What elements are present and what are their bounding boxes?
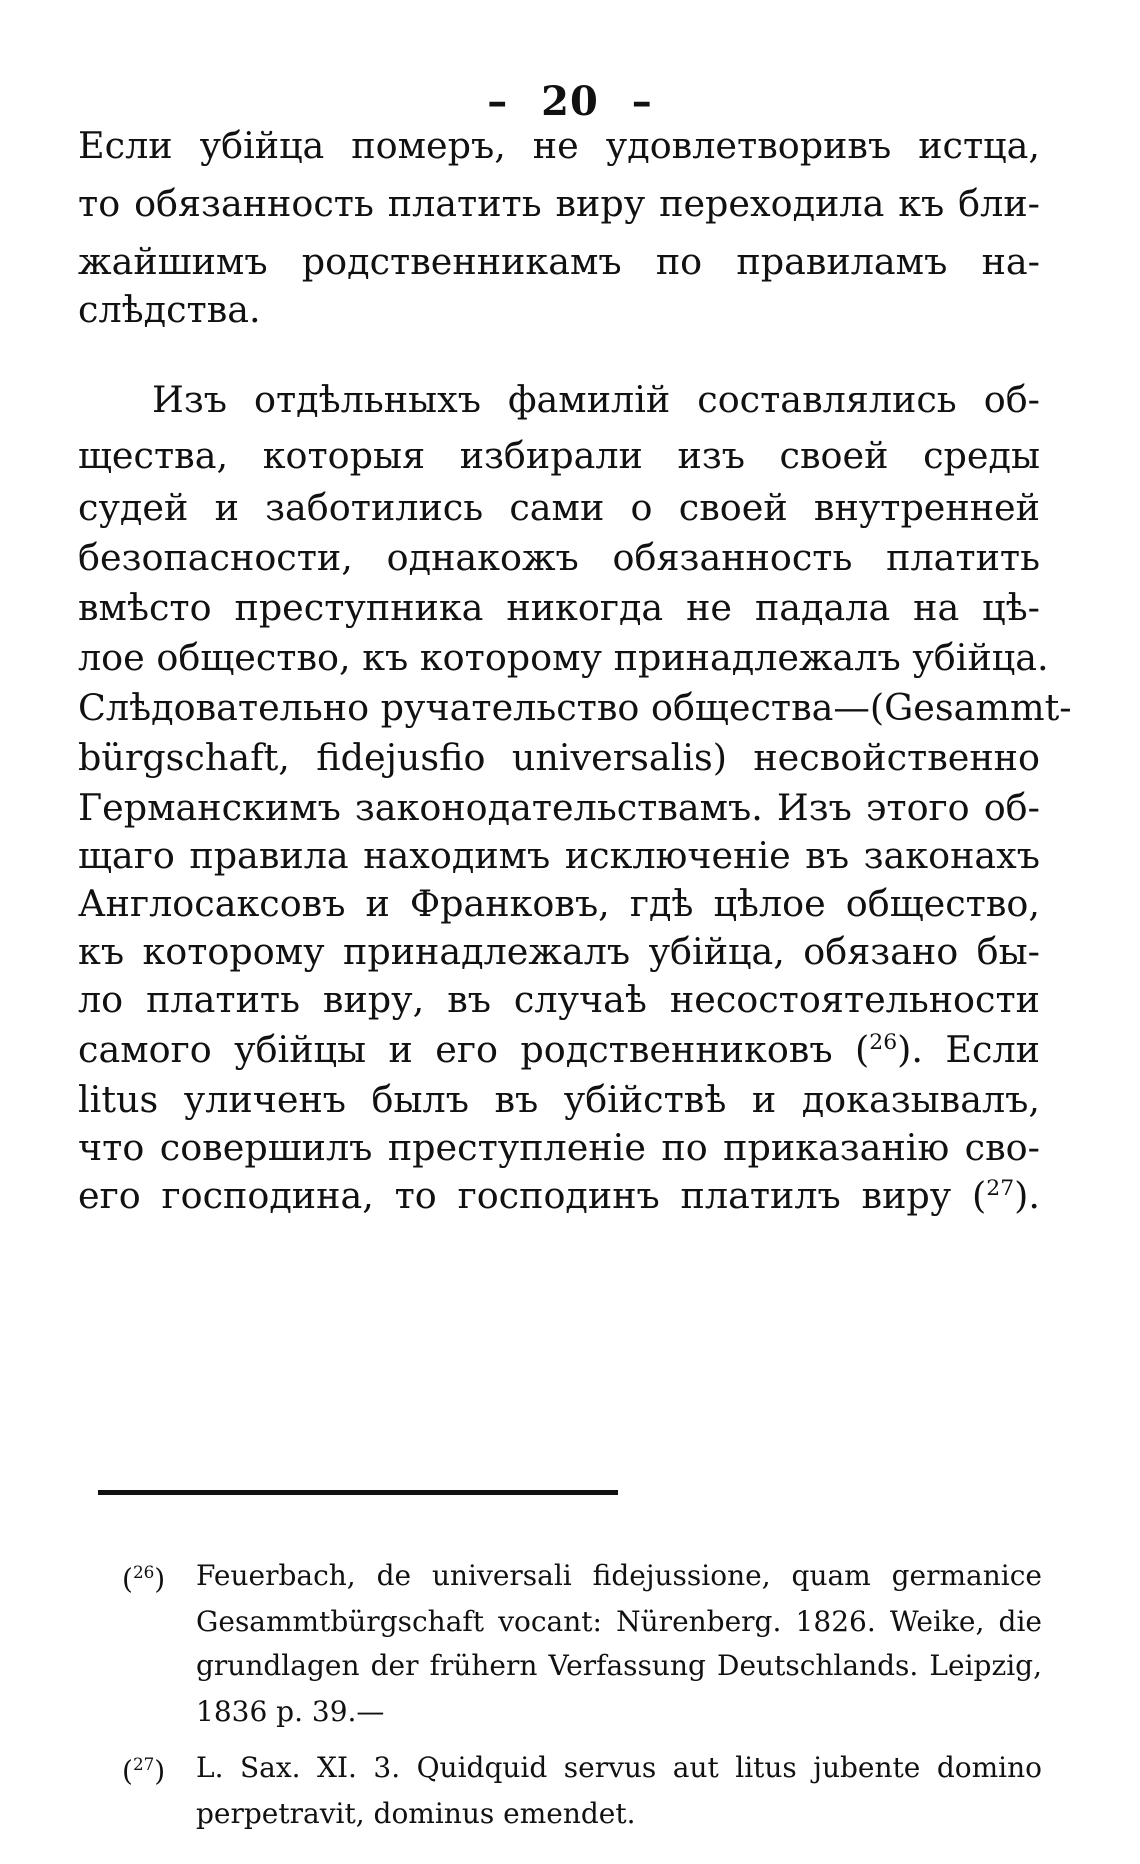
footnote-marker — [122, 1562, 165, 1595]
header-dash-right: – — [631, 78, 653, 125]
page-header — [0, 78, 1140, 125]
line-text: ). Если — [897, 1028, 1041, 1072]
page-number: 20 — [541, 78, 599, 125]
footnote-ref-26[interactable]: 26 — [869, 1030, 898, 1055]
text-line: жайшимъ родственникамъ по правиламъ на- — [78, 240, 1040, 283]
text-line: litus уличенъ былъ въ убійствѣ и доказывалъ, — [78, 1078, 1040, 1121]
footnote-line: grundlagen der frühern Verfassung Deutschlands. Leipzig, — [196, 1649, 1042, 1682]
text-line: безопасности, однакожъ обязанность платить — [78, 536, 1040, 579]
text-line: что совершилъ преступленіе по приказанію сво- — [78, 1126, 1040, 1169]
footnote-paren: ( — [122, 1562, 133, 1596]
text-line: Слѣдовательно ручательство общества—(Gesammt- — [78, 686, 1072, 729]
footnote-line: L. Sax. XI. 3. Quidquid servus aut litus jubente domino — [196, 1751, 1042, 1784]
footnote-number: 27 — [132, 1754, 155, 1774]
footnote-paren: ) — [154, 1754, 166, 1788]
footnote-paren: ) — [154, 1562, 166, 1596]
text-line: щества, которыя избирали изъ своей среды — [78, 434, 1040, 477]
text-line: то обязанность платить виру переходила къ бли- — [78, 182, 1040, 225]
text-line: bürgschaft, fidejusfio universalis) несвойственно — [78, 736, 1040, 779]
text-line: Германскимъ законодательствамъ. Изъ этого об- — [78, 786, 1040, 829]
text-line: щаго правила находимъ исключеніе въ законахъ — [78, 834, 1040, 877]
text-line: Изъ отдѣльныхъ фамилій составлялись об- — [152, 378, 1040, 421]
line-text: его господина, то господинъ платилъ виру ( — [78, 1174, 987, 1218]
text-line — [78, 1028, 1041, 1072]
text-line: Если убійца померъ, не удовлетворивъ истца, — [78, 124, 1040, 167]
footnote-ref-27[interactable]: 27 — [986, 1176, 1015, 1201]
footnote-line: Gesammtbürgschaft vocant: Nürenberg. 1826. Weike, die — [196, 1605, 1042, 1638]
text-line: слѣдства. — [78, 288, 261, 331]
text-line: ло платить виру, въ случаѣ несостоятельности — [78, 978, 1040, 1021]
footnote-paren: ( — [122, 1754, 133, 1788]
footnote-marker — [122, 1754, 165, 1787]
text-line: лое общество, къ которому принадлежалъ убійца. — [78, 636, 1049, 679]
text-line: къ которому принадлежалъ убійца, обязано бы- — [78, 930, 1040, 973]
line-text: самого убійцы и его родственниковъ ( — [78, 1028, 870, 1072]
text-line: Англосаксовъ и Франковъ, гдѣ цѣлое общество, — [78, 882, 1040, 925]
text-line — [78, 1174, 1040, 1218]
footnote-line: 1836 p. 39.— — [196, 1695, 385, 1728]
line-text: ). — [1014, 1174, 1040, 1218]
header-dash-left: – — [487, 78, 509, 125]
text-line: вмѣсто преступника никогда не падала на цѣ- — [78, 586, 1040, 629]
text-line: судей и заботились сами о своей внутренней — [78, 486, 1040, 529]
footnote-separator — [98, 1490, 618, 1495]
footnote-line: perpetravit, dominus emendet. — [196, 1797, 636, 1830]
footnote-line: Feuerbach, de universali fidejussione, quam germanice — [196, 1559, 1042, 1592]
footnote-number: 26 — [132, 1562, 155, 1582]
